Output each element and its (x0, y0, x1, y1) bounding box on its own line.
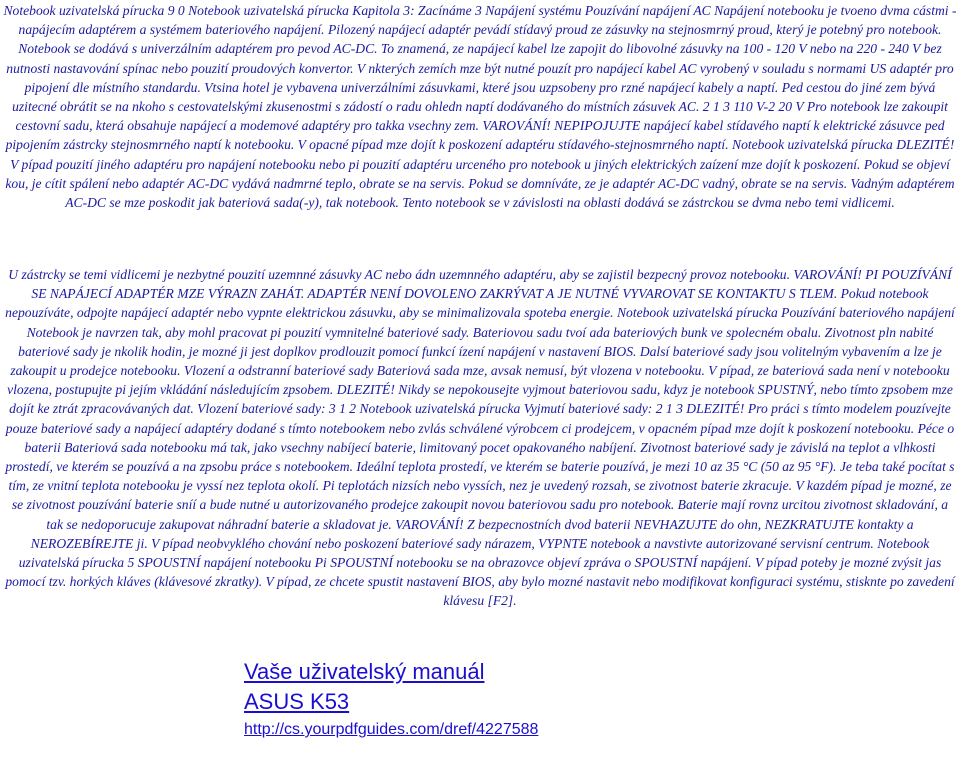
manual-links (244, 657, 538, 741)
manual-paragraph-power: Notebook uzivatelská pírucka 9 0 Notebook uzivatelská pírucka Kapitola 3: Zacínáme 3 Napájení systému Pouzívání napájení AC Napájení notebooku je tvoeno dvma cástmi - napájecím adaptérem a systémem bateriového napájení. Pilozený napájecí adaptér pevádí stídavý proud ze zásuvky na stejnosmrný proud, který je potebný pro notebook. Notebook se dodává s univerzálním adaptérem pro pevod AC-DC. To znamená, ze napájecí kabel lze zapojit do libovolné zásuvky na 100 - 120 V nebo na 220 - 240 V bez nutnosti nastavování spínac nebo pouzití proudových konvertor. V nkterých zemích mze být nutné pouzít pro napájecí kabel AC vyrobený v souladu s normami US adaptér pro pipojení dle místního standardu. Vtsina hotel je vybavena univerzálními zásuvkami, které jsou uzpsobeny pro rzné napájecí kabely a naptí. Ped cestou do jiné zem bývá uzitecné obrátit se na nkoho s cestovatelskými zkusenostmi s zádostí o radu ohledn naptí dodávaného do místních zásuvek AC. 2 1 3 110 V-2 20 V Pro notebook lze zakoupit cestovní sadu, která obsahuje napájecí a modemové adaptéry pro takka vsechny zem. VAROVÁNÍ! NEPIPOJUJTE napájecí kabel stídavého naptí k elektrické zásuvce ped pipojením zástrcky stejnosmrného naptí k notebooku. V opacné pípad mze dojít k poskození adaptéru stídavého-stejnosmrného naptí. Notebook uzivatelská pírucka DLEZITÉ! V pípad pouzití jiného adaptéru pro napájení notebooku nebo pi pouzití adaptéru urceného pro notebook u jiných elektrických zaízení mze dojít k poskození. Pokud se objeví kou, je cítit spálení nebo adaptér AC-DC vydává nadmrné teplo, obrate se na servis. Pokud se domníváte, ze je adaptér AC-DC vadný, obrate se na servis. Vadným adaptérem AC-DC se mze poskodit jak bateriová sada(-y), tak notebook. Tento notebook se v závislosti na oblasti dodává se zástrckou se dvma nebo temi vidlicemi. (3, 3, 957, 211)
manual-url-link[interactable]: http://cs.yourpdfguides.com/dref/4227588 (244, 721, 539, 738)
product-name-link[interactable]: ASUS K53 (244, 689, 350, 714)
manual-title-link[interactable]: Vaše uživatelský manuál (244, 659, 485, 684)
manual-paragraph-battery: U zástrcky se temi vidlicemi je nezbytné pouzití uzemnné zásuvky AC nebo ádn uzemnného adaptéru, aby se zajistil bezpecný provoz notebooku. VAROVÁNÍ! PI POUZÍVÁNÍ SE NAPÁJECÍ ADAPTÉR MZE VÝRAZN ZAHÁT. ADAPTÉR NENÍ DOVOLENO ZAKRÝVAT A JE NUTNÉ VYVAROVAT SE KONTAKTU S TLEM. Pokud notebook nepouzíváte, odpojte napájecí adaptér nebo vypnte elektrickou zásuvku, aby se minimalizovala spoteba energie. Notebook uzivatelská pírucka Pouzívání bateriového napájení Notebook je navrzen tak, aby mohl pracovat pi pouzití vymnitelné bateriové sady. Bateriovou sadu tvoí ada bateriových bunk ve spolecném obalu. Zivotnost pln nabité bateriové sady je nkolik hodin, je mozné ji jest doplkov prodlouzit pomocí funkcí ízení napájení v nastavení BIOS. Dalsí bateriové sady jsou volitelným vybavením a lze je zakoupit u prodejce notebooku. Vlození a odstranní bateriové sady Bateriová sada mze, avsak nemusí, být vlozena v notebooku. V pípad, ze bateriová sada není v notebooku vlozena, postupujte pi jejím vkládání následujícím zpsobem. DLEZITÉ! Nikdy se nepokousejte vyjmout bateriovou sadu, kdyz je notebook SPUSTNÝ, nebo tímto zpsobem mze dojít ke ztrát zpracovávaných dat. Vlození bateriové sady: 3 1 2 Notebook uzivatelská pírucka Vyjmutí bateriové sady: 2 1 3 DLEZITÉ! Pro práci s tímto modelem pouzívejte pouze bateriové sady a napájecí adaptéry dodané s tímto notebookem nebo zvlás schválené výrobcem ci prodejcem, v opacném pípad mze dojít k poskození notebooku. Péce o baterii Bateriová sada notebooku má tak, jako vsechny nabíjecí baterie, limitovaný pocet opakovaného nabíjení. Zivotnost bateriové sady je závislá na teplot a vlhkosti prostedí, ve kterém se pouzívá a na zpsobu práce s notebookem. Ideální teplota prostedí, ve kterém se baterie pouzívá, je mezi 10 az 35 °C (50 az 95 °F). Je teba také pocítat s tím, ze vnitní teplota notebooku je vyssí nez teplota okolí. Pi teplotách nizsích nebo vyssích, nez je uvedený rozsah, se zivotnost baterie zkracuje. V kazdém pípad je mozné, ze se zivotnost pouzívání baterie sníí a bude nutné u autorizovaného prodejce zakoupit novou bateriovou sadu pro notebook. Baterie mají rovnz urcitou zivotnost skladování, a tak se nedoporucuje zakupovat náhradní baterie a skladovat je. VAROVÁNÍ! Z bezpecnostních dvod baterii NEVHAZUJTE do ohn, NEZKRATUJTE kontakty a NEROZEBÍREJTE ji. V pípad neobvyklého chování nebo poskození bateriové sady nárazem, VYPNTE notebook a navstivte autorizované servisní centrum. Notebook uzivatelská pírucka 5 SPOUSTNÍ napájení notebooku Pi SPOUSTNÍ notebooku se na obrazovce objeví zpráva o SPOUSTNÍ napájení. V pípad poteby je mozné zvýsit jas pomocí tzv. horkých kláves (klávesové zkratky). V pípad, ze chcete spustit nastavení BIOS, aby bylo mozné nastavit nebo modifikovat konfiguraci systému, stisknte po zavedení klávesu [F2]. (5, 267, 955, 609)
